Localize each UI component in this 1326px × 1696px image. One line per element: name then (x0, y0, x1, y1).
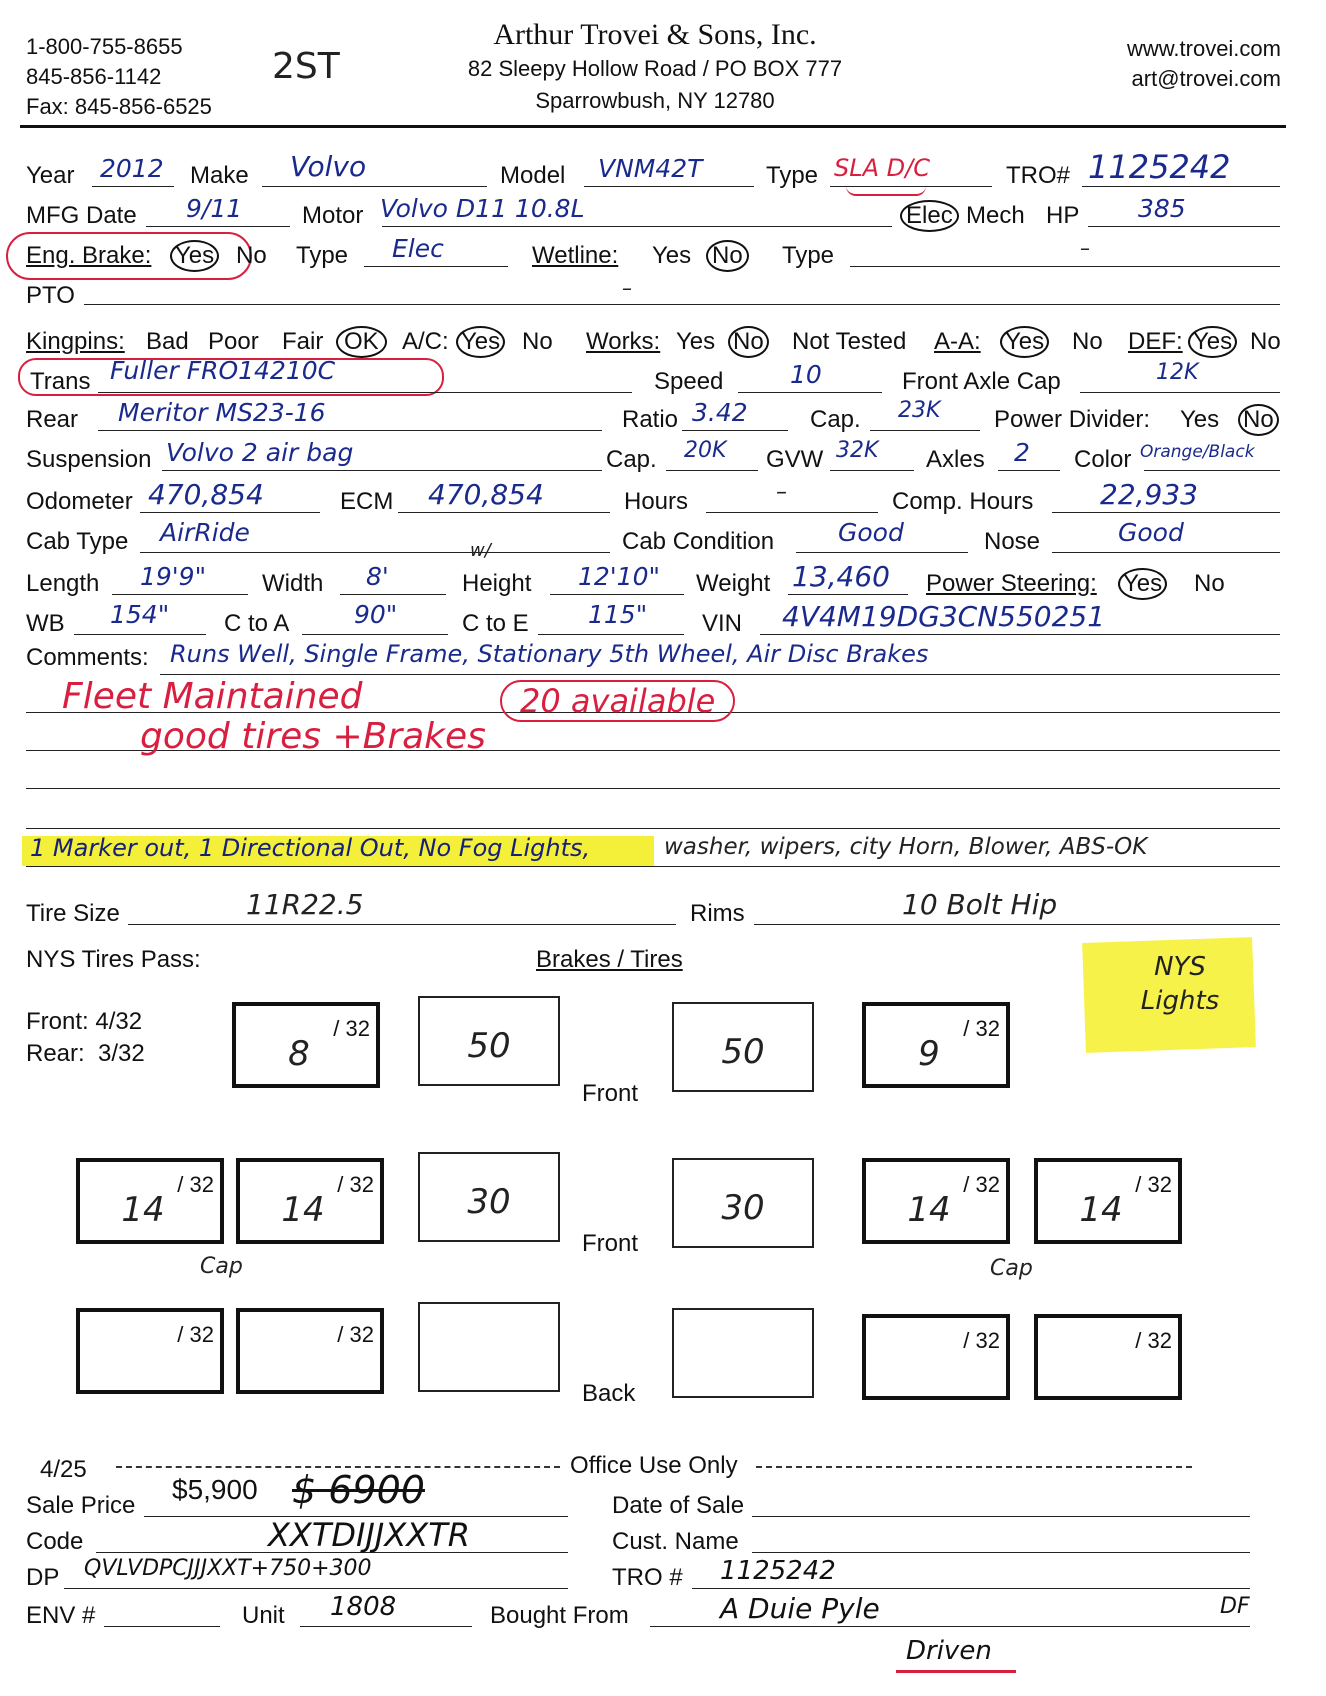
unit-line (300, 1626, 472, 1627)
cust-name-label: Cust. Name (612, 1528, 739, 1555)
length-line (112, 594, 248, 595)
def-label: DEF: (1128, 328, 1183, 355)
tro-label: TRO# (1006, 162, 1071, 189)
env-line (104, 1626, 220, 1627)
date-of-sale-label: Date of Sale (612, 1492, 745, 1519)
env-label: ENV # (26, 1602, 96, 1629)
brake-rear-right[interactable] (672, 1308, 814, 1398)
cab-condition-line (796, 552, 968, 553)
kingpins-label: Kingpins: (26, 328, 125, 355)
suspension-line (162, 470, 602, 471)
fax-number: Fax: 845-856-6525 (26, 94, 212, 119)
office-date-mark: 4/25 (40, 1456, 87, 1483)
c-to-a-line (302, 634, 448, 635)
front-label-2: Front (582, 1230, 639, 1257)
rear-cap-line (870, 430, 980, 431)
pto-dash: – (622, 276, 632, 300)
height-note: w/ (470, 540, 491, 561)
front-axle-cap-line (1080, 392, 1280, 393)
comment-line-1-text: Runs Well, Single Frame, Stationary 5th Wheel, Air Disc Brakes (170, 640, 929, 668)
c-to-a-label: C to A (224, 610, 290, 637)
wetline-type-line (850, 266, 1280, 267)
speed-line (738, 392, 882, 393)
year-label: Year (26, 162, 75, 189)
rims-line (754, 924, 1280, 925)
cap-note-right: Cap (990, 1256, 1033, 1281)
nose-line (1052, 552, 1280, 553)
power-divider-yes: Yes (1180, 406, 1220, 433)
nys-tires-pass-label: NYS Tires Pass: (26, 946, 201, 973)
color-value: Orange/Black (1140, 442, 1255, 462)
comments-line-5 (26, 828, 1280, 829)
motor-value: Volvo D11 10.8L (380, 194, 585, 223)
type-label: Type (766, 162, 819, 189)
c-to-a-value: 90" (354, 600, 398, 629)
c-to-e-value: 115" (588, 600, 648, 629)
brake-front-left[interactable]: 50 (418, 996, 560, 1086)
mfg-date-label: MFG Date (26, 202, 137, 229)
tire-drive-outer-right[interactable]: / 32 14 (1034, 1158, 1182, 1244)
gvw-line (830, 470, 914, 471)
rear-cap-value: 23K (898, 398, 941, 423)
wetline-type-dash: – (1080, 236, 1090, 260)
vin-value: 4V4M19DG3CN550251 (782, 600, 1106, 633)
tire-size-label: Tire Size (26, 900, 120, 927)
unit-value: 1808 (330, 1592, 397, 1622)
website: www.trovei.com (1126, 36, 1281, 61)
sale-price-label: Sale Price (26, 1492, 136, 1519)
odometer-label: Odometer (26, 488, 133, 515)
driven-red-underline (896, 1670, 1016, 1673)
power-divider-no-circled: No (1238, 404, 1279, 436)
color-line (1144, 470, 1280, 471)
rear-label: Rear (26, 406, 79, 433)
susp-cap-line (666, 470, 758, 471)
tire-size-line (128, 924, 676, 925)
wb-value: 154" (110, 600, 170, 629)
comments-line-1 (160, 674, 1280, 675)
tire-front-right[interactable]: / 32 9 (862, 1002, 1010, 1088)
brake-drive-right[interactable]: 30 (672, 1158, 814, 1248)
ratio-label: Ratio (622, 406, 679, 433)
make-value: Volvo (290, 150, 367, 183)
elec-option-circled: Elec (900, 200, 959, 232)
tire-size-value: 11R22.5 (246, 888, 364, 921)
company-address-1: 82 Sleepy Hollow Road / PO BOX 777 (467, 56, 843, 81)
nys-lights-note: NYS Lights (1140, 952, 1220, 1016)
front-spec: Front: 4/32 (26, 1008, 143, 1035)
def-yes-circled: Yes (1188, 326, 1237, 358)
front-axle-cap-value: 12K (1156, 360, 1199, 385)
hours-label: Hours (624, 488, 689, 515)
axles-label: Axles (926, 446, 985, 473)
model-label: Model (500, 162, 566, 189)
dp-value: QVLVDPCJJJXXT+750+300 (84, 1556, 372, 1581)
pto-line (84, 304, 1280, 305)
cab-condition-value: Good (838, 518, 904, 547)
vin-label: VIN (702, 610, 743, 637)
kingpins-bad: Bad (146, 328, 189, 355)
color-label: Color (1074, 446, 1132, 473)
phone-local: 845-856-1142 (26, 64, 162, 89)
height-line (550, 594, 684, 595)
cab-type-label: Cab Type (26, 528, 129, 555)
works-label: Works: (586, 328, 661, 355)
driven-note: Driven (906, 1636, 992, 1666)
axles-line (998, 470, 1060, 471)
weight-line (788, 594, 908, 595)
odometer-value: 470,854 (148, 478, 264, 511)
rear-spec: Rear: 3/32 (26, 1040, 145, 1067)
dp-line (64, 1588, 568, 1589)
tro-value: 1125242 (1088, 148, 1231, 186)
cab-condition-label: Cab Condition (622, 528, 775, 555)
aa-no: No (1072, 328, 1103, 355)
brake-front-right[interactable]: 50 (672, 1002, 814, 1092)
cab-type-value: AirRide (160, 518, 250, 547)
trans-label: Trans (30, 368, 91, 395)
eng-brake-type-value: Elec (392, 234, 444, 263)
hp-value: 385 (1138, 194, 1186, 223)
vin-line (760, 634, 1280, 635)
kingpins-fair: Fair (282, 328, 324, 355)
ac-no: No (522, 328, 553, 355)
ratio-value: 3.42 (692, 398, 748, 427)
brake-drive-left[interactable]: 30 (418, 1152, 560, 1242)
hours-line (706, 512, 878, 513)
trans-value: Fuller FRO14210C (110, 356, 336, 385)
suspension-label: Suspension (26, 446, 152, 473)
initials-mark: DF (1220, 1594, 1250, 1619)
odometer-line (140, 512, 320, 513)
eng-brake-label: Eng. Brake: (26, 242, 152, 269)
office-dash-right (756, 1466, 1192, 1468)
power-divider-label: Power Divider: (994, 406, 1151, 433)
motor-label: Motor (302, 202, 364, 229)
tro-line (1082, 186, 1280, 187)
height-label: Height (462, 570, 532, 597)
code-label: Code (26, 1528, 84, 1555)
kingpins-ok-circled: OK (336, 326, 387, 358)
aa-label: A-A: (934, 328, 981, 355)
rims-value: 10 Bolt Hip (902, 888, 1058, 921)
works-not-tested: Not Tested (792, 328, 907, 355)
type-red-underline (846, 186, 926, 196)
tire-drive-inner-left[interactable]: / 32 14 (236, 1158, 384, 1244)
def-no: No (1250, 328, 1281, 355)
cust-name-line (752, 1552, 1250, 1553)
tro-office-line (692, 1588, 1250, 1589)
nose-value: Good (1118, 518, 1184, 547)
cap-note-left: Cap (200, 1254, 243, 1279)
c-to-e-label: C to E (462, 610, 529, 637)
front-axle-cap-label: Front Axle Cap (902, 368, 1061, 395)
rims-label: Rims (690, 900, 745, 927)
rear-line (98, 430, 602, 431)
company-name: Arthur Trovei & Sons, Inc. (493, 18, 817, 51)
ac-label: A/C: (402, 328, 449, 355)
comment-available-circled: 20 available (500, 680, 735, 722)
tro-office-value: 1125242 (720, 1556, 836, 1586)
ratio-line (682, 430, 788, 431)
phone-tollfree: 1-800-755-8655 (26, 34, 183, 59)
tire-drive-inner-right[interactable]: / 32 14 (862, 1158, 1010, 1244)
height-value: 12'10" (578, 562, 660, 591)
width-line (340, 594, 446, 595)
brakes-tires-heading: Brakes / Tires (536, 946, 683, 973)
cab-type-line (140, 552, 610, 553)
brake-rear-left[interactable] (418, 1302, 560, 1392)
eng-brake-type-label: Type (296, 242, 349, 269)
sale-price-value: $5,900 (172, 1474, 258, 1505)
comp-hours-value: 22,933 (1100, 478, 1198, 511)
comments-line-4 (26, 788, 1280, 789)
bought-from-line (650, 1626, 1250, 1627)
hp-label: HP (1046, 202, 1080, 229)
ecm-value: 470,854 (428, 478, 544, 511)
wb-label: WB (26, 610, 65, 637)
power-steering-label: Power Steering: (926, 570, 1097, 597)
susp-cap-value: 20K (684, 438, 727, 463)
wetline-yes: Yes (652, 242, 692, 269)
works-no-circled: No (728, 326, 769, 358)
comp-hours-line (1052, 512, 1280, 513)
trans-line (98, 392, 632, 393)
gvw-label: GVW (766, 446, 824, 473)
power-steering-yes-circled: Yes (1118, 568, 1167, 600)
width-value: 8' (366, 562, 389, 591)
nose-label: Nose (984, 528, 1041, 555)
comment-line-2-text: Fleet Maintained (62, 676, 363, 717)
sale-price-struck: $ 6900 (292, 1468, 425, 1512)
length-label: Length (26, 570, 100, 597)
type-value: SLA D/C (834, 154, 930, 182)
bought-from-label: Bought From (490, 1602, 629, 1629)
tire-rear-inner-left[interactable]: / 32 (236, 1308, 384, 1394)
stamp-note: 2ST (272, 46, 340, 87)
lights-note-2: washer, wipers, city Horn, Blower, ABS-OK (664, 834, 1148, 860)
tro-office-label: TRO # (612, 1564, 683, 1591)
comments-line-6 (26, 866, 1280, 867)
length-value: 19'9" (140, 562, 207, 591)
make-line (262, 186, 487, 187)
gvw-value: 32K (836, 438, 879, 463)
comp-hours-label: Comp. Hours (892, 488, 1034, 515)
eng-brake-type-line (364, 266, 508, 267)
weight-value: 13,460 (792, 560, 890, 593)
works-yes: Yes (676, 328, 716, 355)
company-address-2: Sparrowbush, NY 12780 (535, 88, 775, 113)
back-label: Back (582, 1380, 636, 1407)
susp-cap-label: Cap. (606, 446, 657, 473)
model-line (584, 186, 754, 187)
tire-front-left[interactable]: / 32 8 (232, 1002, 380, 1088)
hours-value: – (776, 480, 787, 505)
motor-line (382, 226, 892, 227)
wb-line (74, 634, 206, 635)
comment-line-3-text: good tires +Brakes (140, 716, 486, 757)
speed-label: Speed (654, 368, 724, 395)
ac-yes-circled: Yes (456, 326, 505, 358)
pto-label: PTO (26, 282, 75, 309)
tire-drive-outer-left[interactable]: / 32 14 (76, 1158, 224, 1244)
header-divider (20, 125, 1286, 128)
width-label: Width (262, 570, 324, 597)
code-value: XXTDIJJXXTR (268, 1516, 470, 1554)
office-use-heading: Office Use Only (570, 1452, 738, 1479)
axles-value: 2 (1014, 438, 1030, 467)
wetline-no-circled: No (706, 240, 749, 272)
unit-label: Unit (242, 1602, 285, 1629)
eng-brake-no: No (236, 242, 267, 269)
year-value: 2012 (100, 154, 164, 183)
wetline-type-label: Type (782, 242, 835, 269)
tire-rear-outer-left[interactable]: / 32 (76, 1308, 224, 1394)
rear-value: Meritor MS23-16 (118, 398, 326, 427)
mech-option: Mech (966, 202, 1025, 229)
tire-rear-inner-right[interactable]: / 32 (862, 1314, 1010, 1400)
power-steering-no: No (1194, 570, 1225, 597)
c-to-e-line (538, 634, 684, 635)
make-label: Make (190, 162, 249, 189)
rear-cap-label: Cap. (810, 406, 861, 433)
hp-line (1088, 226, 1280, 227)
date-of-sale-line (752, 1516, 1250, 1517)
year-line (92, 186, 174, 187)
mfg-date-line (146, 226, 290, 227)
model-value: VNM42T (598, 154, 703, 183)
kingpins-poor: Poor (208, 328, 259, 355)
speed-value: 10 (790, 360, 822, 389)
wetline-label: Wetline: (532, 242, 619, 269)
lights-note: 1 Marker out, 1 Directional Out, No Fog Lights, (30, 834, 591, 862)
email: art@trovei.com (1131, 66, 1281, 91)
tire-rear-outer-right[interactable]: / 32 (1034, 1314, 1182, 1400)
suspension-value: Volvo 2 air bag (166, 438, 354, 467)
weight-label: Weight (696, 570, 771, 597)
aa-yes-circled: Yes (1000, 326, 1049, 358)
ecm-line (398, 512, 610, 513)
front-label-1: Front (582, 1080, 639, 1107)
ecm-label: ECM (340, 488, 394, 515)
comments-label: Comments: (26, 644, 149, 671)
bought-from-value: A Duie Pyle (720, 1592, 880, 1625)
mfg-date-value: 9/11 (186, 194, 243, 223)
dp-label: DP (26, 1564, 60, 1591)
eng-brake-yes-circled: Yes (170, 240, 219, 272)
